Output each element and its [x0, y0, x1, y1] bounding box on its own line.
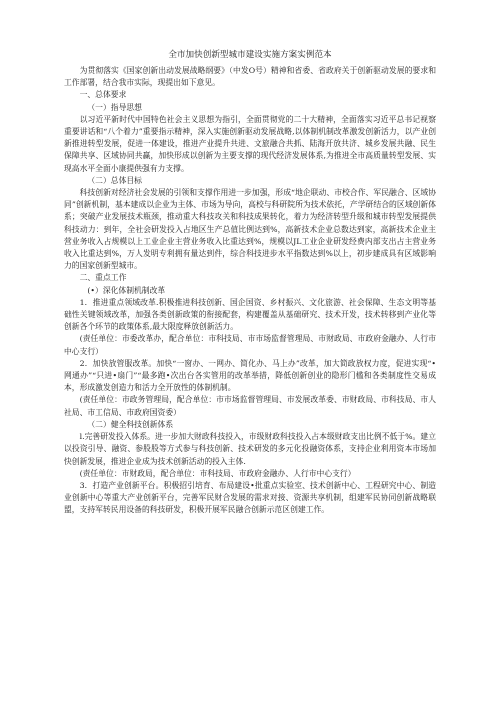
responsibility-note-1: (责任单位：市委改革办，配合单位：市科技局、市市场监督管理局、市财政局、市政府金融办、人行市中心支行） — [64, 334, 436, 356]
subsection-heading-innovation-system: （二）健全科技创新体系 — [87, 419, 174, 429]
document-body — [64, 49, 436, 517]
item-paragraph-innovation-platform: 3．打造产业创新平台。积极招引培育、布局建设•批重点实验室、技术创新中心、工程研究中心、制造业创新中心等重大产业创新平台，完善军民财合发展的需求对接、资源共享机制，组建军民协同创新战略联盟，支持军转民用设备的科技研发，积极开展军民融合创新示范区创建工作。 — [64, 480, 436, 515]
item-paragraph-key-field-reform: 1．推进重点领域改革.积极推进科技创新、国企国资、乡村振兴、文化旅游、社会保障、生态文明等基础性关键领域改革，加强各类创新政策的衔接配套，构建覆盖从基础研究、技术开发，技术转移到产业化等创新各个环节的政策体系,最大限度释放创新活力。 — [64, 297, 436, 332]
section-heading-key-work: 二、重点工作 — [79, 273, 127, 283]
intro-paragraph: 为贯彻落实《国家创新出动发展战略纲要》（中发O号）精神和省委、省政府关于创新驱动发展的要求和工作部署，结合我市实际，现提出如下意见。 — [64, 66, 436, 88]
document-title: 全市加快创新型城市建设实施方案实例范本 — [168, 50, 332, 60]
item-paragraph-service-reform: 2．加快放管服改革。加快“一窗办、一网办、简化办、马上办”改革，加大简政放权力度，促进实现“•网通办”“只进•扇门”“最多跑•次出台各实管用的改革举措，降低创新创业的隐形门槛和各类制度性交易成本，形成激发创造力和活力全开放性的体制机制。 — [64, 358, 436, 393]
guiding-ideology-paragraph: 以习近平新时代中国特色社会主义思想为指引，全面贯彻党的二十大精神，全面落实习近平总书记视察重要讲话和“八个着力”重要指示精神，深入实施创新驱动发展战略,以体制机制改革激发创新活力，以产业创新推进转型发展，促进一体建设，推进产业提升共进、文旅融合共抓、陆海开放共济、城乡发展共融、民生保障共享、区域协同共赢，加快形成以创新为主要支撑的现代经济发展体系,为推进全市高质量转型发展、实现高水平全面小康提供强有力支撑。 — [64, 114, 436, 173]
subsection-heading-overall-goals: （二）总体目标 — [87, 175, 142, 185]
subsection-heading-deepen-reform: (•）深化体制机制改革 — [87, 285, 166, 295]
section-heading-overall-requirements: 一、总体要求 — [79, 90, 127, 100]
item-paragraph-rd-investment: l.完善研发投入体系。进一步加大财政科技投入，市级财政科技投入占本级财政支出比例不低于%。建立以投资引导、融资、参股股等方式参与科技创新、技术研发的多元化投融资体系，支持企业利用资本市场加快创新发展，推进企业成为技术创新活动的投入主体. — [64, 432, 436, 466]
subsection-heading-guiding-ideology: （一）指导思想 — [87, 102, 142, 112]
responsibility-note-3: (责任单位：市财政局，配合单位：市科技局、市政府金融办、人行市中心支行） — [79, 468, 356, 478]
overall-goals-paragraph: 科技创新对经济社会发展的引领和支撑作用进一步加强，形成“地企联动、市校合作、军民融合、区域协同”创新机制，基本建成以企业为主体、市场为导向，高校与科研院所为技术依托，产学研结合的区域创新体系；突破产业发展技术瓶颈，推动重大科技攻关和科技成果转化，着力为经济转型升级和城市转型发展提供科技动力：到年，全社会研发投入占地区生产总值比例达到%，高新技术企业总数达到家，高新技术企业主营业务收入占规模以上工业企业主营业务收入比重达到%，规模以JL工业企业研发经费内部支出占主营业务收入比重达到%，万人发明专利拥有量达到件，综合科技进步水平指数达到%以上，初步建成具有区域影响力的国家创新型城市。 — [64, 188, 436, 271]
responsibility-note-2: (责任单位：市政务管理局，配合单位：市市场监督管理局、市发展改革委、市财政局、市科技局、市人社局、市工信局、市政府国资委） — [64, 395, 436, 417]
